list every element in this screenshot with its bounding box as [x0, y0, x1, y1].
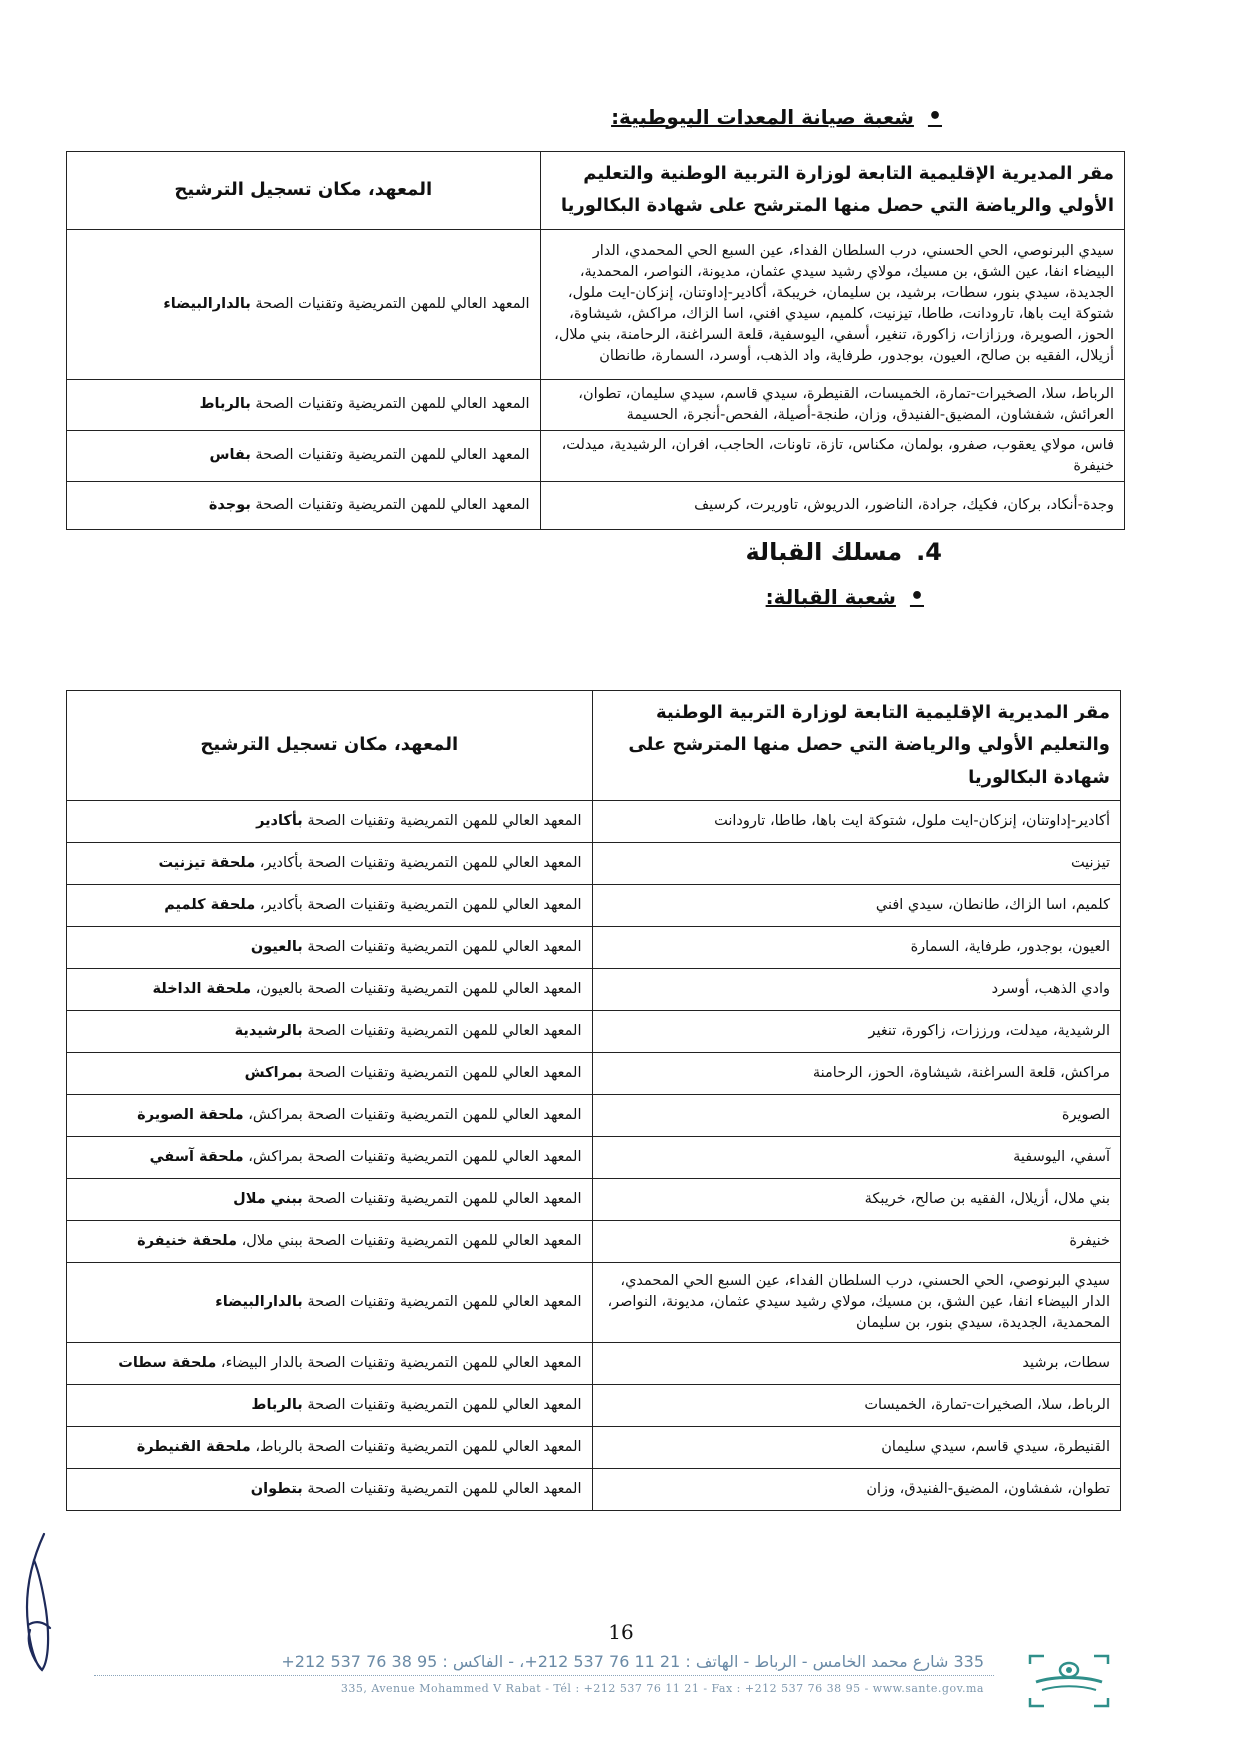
table-row [67, 927, 1121, 969]
institute-cell [67, 1179, 593, 1221]
institute-cell [67, 1221, 593, 1263]
institute-cell [67, 1343, 593, 1385]
directorates-cell: سطات، برشيد [592, 1343, 1120, 1385]
header-institute: المعهد، مكان تسجيل الترشيح [67, 691, 593, 801]
directorates-cell: الرشيدية، ميدلت، ورززات، زاكورة، تنغير [592, 1011, 1120, 1053]
header-directorate: مقر المديرية الإقليمية التابعة لوزارة التربية الوطنية والتعليم الأولي والرياضة التي حصل منها المترشح على شهادة البكالوريا [540, 152, 1124, 230]
directorates-cell: سيدي البرنوصي، الحي الحسني، درب السلطان الفداء، عين السبع الحي المحمدي، الدار البيضاء انفا، عين الشق، بن مسيك، مولاي رشيد سيدي عثمان، مديونة، النواصر، المحمدية، الجديدة، سيدي بنور، سطات، برشيد، بن سليمان، خريبكة، أكادير-إداوتنان، إنزكان-ايت ملول، شتوكة ايت باها، تارودانت، طاطا، تيزنيت، كلميم، سيدي افني، اسا الزاك، مراكش، شيشاوة، الحوز، الصويرة، ورزازات، زاكورة، تنغير، أسفي، اليوسفية، قلعة السراغنة، الرحامنة، بني ملال، أزيلال، الفقيه بن صالح، العيون، بوجدور، طرفاية، واد الذهب، أوسرد، السمارة، طانطان [540, 229, 1124, 379]
institute-name: المعهد العالي للمهن التمريضية وتقنيات الصحة [302, 1065, 582, 1082]
table-row [67, 379, 1125, 430]
table-row [67, 430, 1125, 481]
table-row [67, 229, 1125, 379]
table-row [67, 843, 1121, 885]
directorates-cell: بني ملال، أزيلال، الفقيه بن صالح، خريبكة [592, 1179, 1120, 1221]
directorates-cell: الصويرة [592, 1095, 1120, 1137]
directorates-cell: الرباط، سلا، الصخيرات-تمارة، الخميسات، القنيطرة، سيدي قاسم، سيدي سليمان، تطوان، العرائش، شفشاون، المضيق-الفنيدق، وزان، طنجة-أصيلة، الفحص-أنجرة، الحسيمة [540, 379, 1124, 430]
institute-name: المعهد العالي للمهن التمريضية وتقنيات الصحة بأكادير، [255, 855, 582, 872]
institute-name: المعهد العالي للمهن التمريضية وتقنيات الصحة [302, 1397, 582, 1414]
bullet-icon: • [927, 104, 942, 129]
institute-name: المعهد العالي للمهن التمريضية وتقنيات الصحة بالدار البيضاء، [216, 1355, 582, 1372]
institute-location: بالعيون [250, 939, 303, 956]
institute-location: ملحقة خنيفرة [137, 1233, 238, 1250]
directorates-cell: فاس، مولاي يعقوب، صفرو، بولمان، مكناس، تازة، تاونات، الحاجب، افران، الرشيدية، ميدلت، خنيفرة [540, 430, 1124, 481]
directorates-cell: وجدة-أنكاد، بركان، فكيك، جرادة، الناضور، الدريوش، تاوريرت، كرسيف [540, 481, 1124, 529]
table-row [67, 1137, 1121, 1179]
header-directorate: مقر المديرية الإقليمية التابعة لوزارة التربية الوطنية والتعليم الأولي والرياضة التي حصل منها المترشح على شهادة البكالوريا [592, 691, 1120, 801]
institute-name: المعهد العالي للمهن التمريضية وتقنيات الصحة [302, 1023, 582, 1040]
institute-name: المعهد العالي للمهن التمريضية وتقنيات الصحة [250, 295, 530, 312]
table-row [67, 1263, 1121, 1343]
institute-cell [67, 927, 593, 969]
directorates-cell: أكادير-إداوتنان، إنزكان-ايت ملول، شتوكة ايت باها، طاطا، تارودانت [592, 801, 1120, 843]
table-row [67, 1095, 1121, 1137]
institute-name: المعهد العالي للمهن التمريضية وتقنيات الصحة [302, 1191, 582, 1208]
institute-name: المعهد العالي للمهن التمريضية وتقنيات الصحة بالعيون، [251, 981, 582, 998]
section-midwifery-title [746, 538, 943, 566]
institute-cell [67, 1053, 593, 1095]
institute-location: ملحقة سطات [118, 1355, 217, 1372]
institute-location: بتطوان [250, 1481, 303, 1498]
footer-arabic-address: 335 شارع محمد الخامس - الرباط - الهاتف : 21 11 76 537 212+، - الفاكس : 95 38 76 537 212+ [281, 1652, 984, 1671]
directorates-cell: مراكش، قلعة السراغنة، شيشاوة، الحوز، الرحامنة [592, 1053, 1120, 1095]
institute-cell [67, 481, 541, 529]
institute-location: ملحقة الصويرة [137, 1107, 244, 1124]
table-row [67, 1221, 1121, 1263]
biomedical-table [66, 151, 1125, 530]
table-header-row [67, 152, 1125, 230]
institute-name: المعهد العالي للمهن التمريضية وتقنيات الصحة [250, 496, 530, 513]
institute-location: بأكادير [256, 813, 303, 830]
institute-location: بمراكش [244, 1065, 303, 1082]
footer-divider [94, 1675, 994, 1676]
table-row [67, 885, 1121, 927]
ministry-logo-icon [1024, 1654, 1114, 1708]
institute-name: المعهد العالي للمهن التمريضية وتقنيات الصحة بالرباط، [250, 1439, 582, 1456]
section-biomedical-text: شعبة صيانة المعدات البيوطبية: [611, 104, 914, 129]
midwifery-table [66, 690, 1121, 1511]
section-midwifery-branch-title [766, 584, 924, 609]
page-number: 16 [608, 1620, 634, 1644]
directorates-cell: تطوان، شفشاون، المضيق-الفنيدق، وزان [592, 1469, 1120, 1511]
institute-location: ببني ملال [233, 1191, 303, 1208]
directorates-cell: القنيطرة، سيدي قاسم، سيدي سليمان [592, 1427, 1120, 1469]
institute-name: المعهد العالي للمهن التمريضية وتقنيات الصحة [302, 813, 582, 830]
directorates-cell: تيزنيت [592, 843, 1120, 885]
institute-location: بالرباط [251, 1397, 303, 1414]
institute-cell [67, 1469, 593, 1511]
table-row [67, 1385, 1121, 1427]
signature-scribble [14, 1530, 64, 1680]
institute-name: المعهد العالي للمهن التمريضية وتقنيات الصحة [302, 1294, 582, 1311]
institute-location: ملحقة القنيطرة [136, 1439, 251, 1456]
header-institute: المعهد، مكان تسجيل الترشيح [67, 152, 541, 230]
table-row [67, 1427, 1121, 1469]
institute-name: المعهد العالي للمهن التمريضية وتقنيات الصحة [250, 447, 530, 464]
institute-cell [67, 885, 593, 927]
table-row [67, 1343, 1121, 1385]
institute-cell [67, 1263, 593, 1343]
institute-location: بالدارالبيضاء [215, 1294, 303, 1311]
institute-cell [67, 229, 541, 379]
table-header-row [67, 691, 1121, 801]
table-row [67, 1011, 1121, 1053]
footer-latin-address: 335, Avenue Mohammed V Rabat - Tél : +212 537 76 11 21 - Fax : +212 537 76 38 95 - www.sante.gov.ma [340, 1682, 984, 1695]
institute-cell [67, 1095, 593, 1137]
institute-cell [67, 843, 593, 885]
section-number: 4. [916, 538, 942, 566]
directorates-cell: سيدي البرنوصي، الحي الحسني، درب السلطان الفداء، عين السبع الحي المحمدي، الدار البيضاء انفا، عين الشق، بن مسيك، مولاي رشيد سيدي عثمان، مديونة، النواصر، المحمدية، الجديدة، سيدي بنور، بن سليمان [592, 1263, 1120, 1343]
institute-location: ملحقة آسفي [149, 1149, 244, 1166]
directorates-cell: كلميم، اسا الزاك، طانطان، سيدي افني [592, 885, 1120, 927]
institute-name: المعهد العالي للمهن التمريضية وتقنيات الصحة ببني ملال، [237, 1233, 582, 1250]
institute-location: بالدارالبيضاء [163, 295, 251, 312]
institute-cell [67, 379, 541, 430]
bullet-icon: • [909, 584, 924, 609]
institute-cell [67, 801, 593, 843]
institute-location: بالرشيدية [234, 1023, 303, 1040]
institute-cell [67, 1011, 593, 1053]
institute-name: المعهد العالي للمهن التمريضية وتقنيات الصحة [250, 396, 530, 413]
institute-cell [67, 1427, 593, 1469]
institute-location: بالرباط [199, 396, 251, 413]
institute-location: بوجدة [208, 496, 251, 513]
institute-cell [67, 430, 541, 481]
table-row [67, 969, 1121, 1011]
directorates-cell: الرباط، سلا، الصخيرات-تمارة، الخميسات [592, 1385, 1120, 1427]
section-biomedical-title [611, 104, 942, 129]
institute-cell [67, 1385, 593, 1427]
institute-location: ملحقة الداخلة [152, 981, 252, 998]
institute-name: المعهد العالي للمهن التمريضية وتقنيات الصحة بمراكش، [243, 1149, 582, 1166]
institute-location: بفاس [209, 447, 251, 464]
institute-cell [67, 1137, 593, 1179]
institute-cell [67, 969, 593, 1011]
table-row [67, 1469, 1121, 1511]
section-midwifery-branch-text: شعبة القبالة: [765, 584, 896, 609]
institute-name: المعهد العالي للمهن التمريضية وتقنيات الصحة [302, 1481, 582, 1498]
directorates-cell: العيون، بوجدور، طرفاية، السمارة [592, 927, 1120, 969]
section-midwifery-text: مسلك القبالة [745, 538, 903, 566]
table-row [67, 801, 1121, 843]
table-row [67, 1179, 1121, 1221]
institute-location: ملحقة تيزنيت [158, 855, 256, 872]
institute-location: ملحقة كلميم [164, 897, 256, 914]
directorates-cell: آسفي، اليوسفية [592, 1137, 1120, 1179]
table-row [67, 481, 1125, 529]
institute-name: المعهد العالي للمهن التمريضية وتقنيات الصحة [302, 939, 582, 956]
directorates-cell: خنيفرة [592, 1221, 1120, 1263]
institute-name: المعهد العالي للمهن التمريضية وتقنيات الصحة بمراكش، [243, 1107, 582, 1124]
institute-name: المعهد العالي للمهن التمريضية وتقنيات الصحة بأكادير، [255, 897, 582, 914]
table-row [67, 1053, 1121, 1095]
directorates-cell: وادي الذهب، أوسرد [592, 969, 1120, 1011]
